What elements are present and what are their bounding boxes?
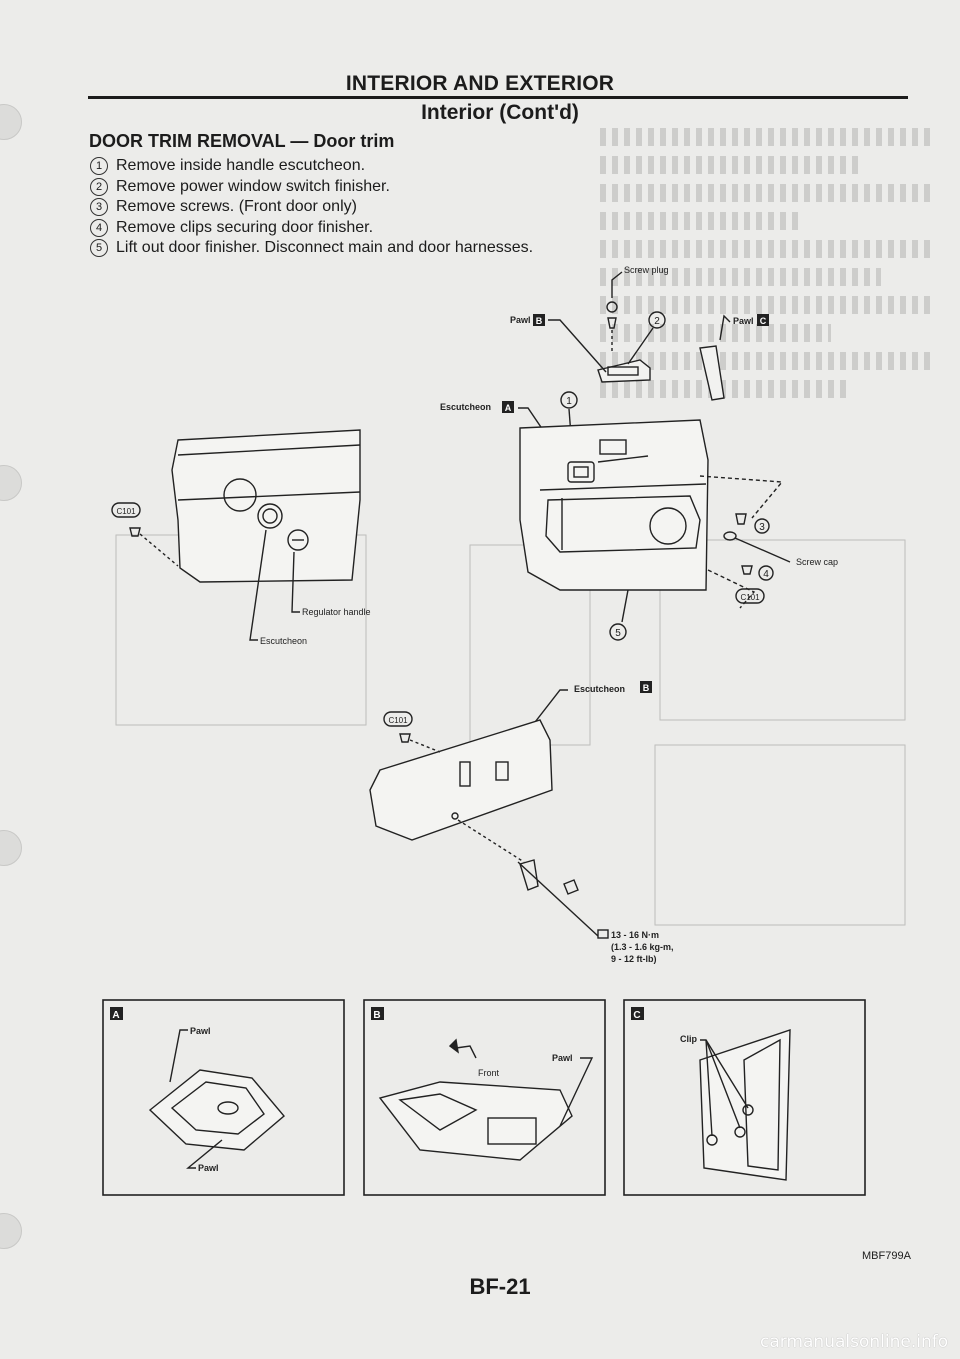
torque-spec-line-1: 13 - 16 N·m [611,930,660,940]
step-number: 2 [90,178,108,196]
label-escutcheon: Escutcheon [260,636,308,646]
detail-a-tag: A [112,1010,120,1021]
step-text: Remove screws. (Front door only) [116,198,357,215]
detail-a-label-pawl-2: Pawl [198,1163,219,1173]
tag-c: C [759,316,767,326]
label-pawl-b: Pawl [510,315,531,325]
detail-a-label-pawl-1: Pawl [190,1026,211,1036]
rear-door-trim-panel [112,430,371,646]
watermark: carmanualsonline.info [760,1332,949,1352]
clip-code-c101-c: C101 [388,716,408,725]
detail-c-label-clip: Clip [680,1034,697,1044]
tag-b-2: B [642,683,650,693]
callout-3: 3 [759,522,765,533]
step-number: 5 [90,239,108,257]
clip-code-c101-b: C101 [740,593,760,602]
label-screw-plug: Screw plug [624,265,669,275]
callout-2: 2 [654,316,660,327]
step-text: Lift out door finisher. Disconnect main and door harnesses. [116,239,534,256]
label-regulator-handle: Regulator handle [302,607,371,617]
tag-a: A [504,403,512,413]
label-pawl-c: Pawl [733,316,754,326]
door-finisher-exploded [370,681,674,964]
detail-box-a [103,1000,344,1195]
page-header-title: INTERIOR AND EXTERIOR [345,72,615,95]
figure-code: MBF799A [862,1250,911,1262]
step-text: Remove power window switch finisher. [116,177,390,195]
torque-spec-line-2: (1.3 - 1.6 kg-m, [611,942,674,952]
detail-b-label-pawl: Pawl [552,1053,573,1063]
page-number: BF-21 [469,1274,531,1299]
section-title: DOOR TRIM REMOVAL — Door trim [89,131,395,151]
callout-5: 5 [615,628,621,639]
detail-b-label-front: Front [478,1068,500,1078]
step-text: Remove inside handle escutcheon. [116,157,366,174]
front-door-trim-panel [520,420,838,640]
detail-b-tag: B [373,1010,381,1021]
label-screw-cap: Screw cap [796,557,839,567]
detail-box-b [364,1000,605,1195]
torque-spec-line-3: 9 - 12 ft-lb) [611,954,657,964]
step-number: 3 [90,198,108,216]
step-text: Remove clips securing door finisher. [116,218,374,236]
window-switch-finisher-group [510,265,769,400]
clip-code-c101: C101 [116,507,136,516]
step-number: 4 [90,219,108,237]
tag-b: B [535,316,543,326]
callout-1: 1 [566,396,572,407]
page-header-subtitle: Interior (Cont'd) [421,101,579,124]
detail-box-c [624,1000,865,1195]
callout-4: 4 [763,569,769,580]
step-number: 1 [90,157,108,175]
detail-c-tag: C [633,1010,641,1021]
label-escutcheon-a: Escutcheon [440,402,492,412]
label-escutcheon-b: Escutcheon [574,684,626,694]
